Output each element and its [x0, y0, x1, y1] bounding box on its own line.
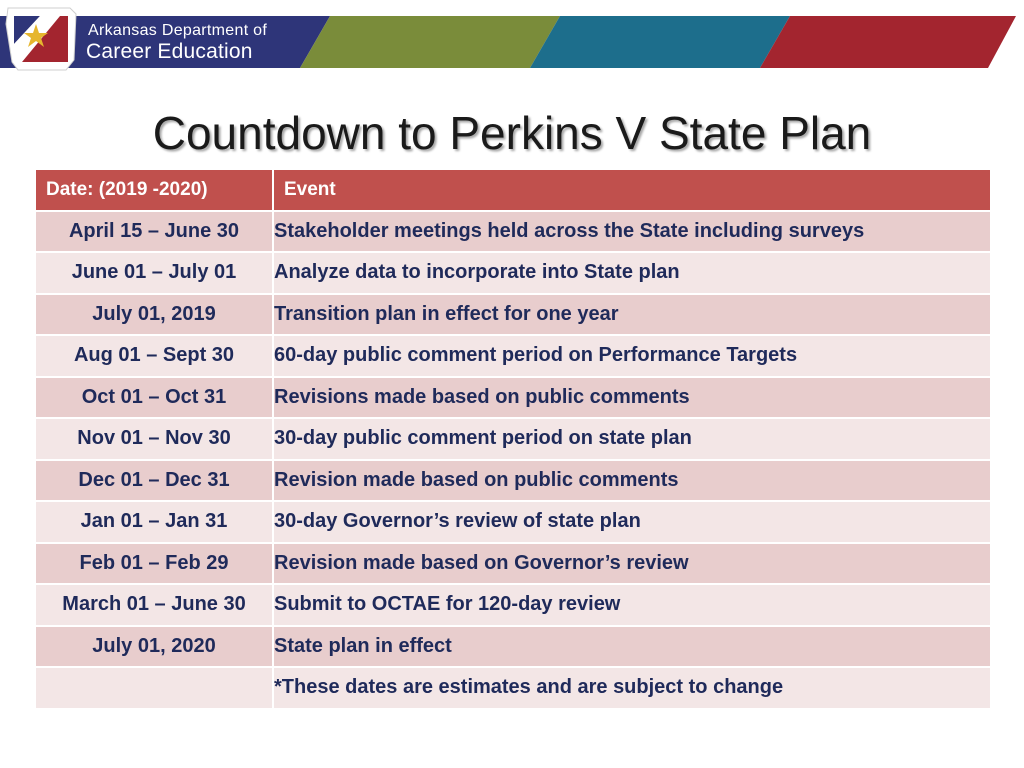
table-row: [35, 418, 991, 460]
row-event: Stakeholder meetings held across the State including surveys: [273, 211, 991, 253]
row-date: Aug 01 – Sept 30: [35, 335, 273, 377]
table-row: [35, 211, 991, 253]
row-event: State plan in effect: [273, 626, 991, 668]
table-row: [35, 584, 991, 626]
row-date: [35, 667, 273, 709]
row-event: Revision made based on Governor’s review: [273, 543, 991, 585]
row-date: March 01 – June 30: [35, 584, 273, 626]
column-header-event: Event: [273, 169, 991, 211]
table-row: [35, 377, 991, 419]
row-date: Feb 01 – Feb 29: [35, 543, 273, 585]
table-row: [35, 543, 991, 585]
row-event: 30-day public comment period on state plan: [273, 418, 991, 460]
row-date: Jan 01 – Jan 31: [35, 501, 273, 543]
row-event: 30-day Governor’s review of state plan: [273, 501, 991, 543]
row-event: Revision made based on public comments: [273, 460, 991, 502]
row-date: July 01, 2019: [35, 294, 273, 336]
row-event: Transition plan in effect for one year: [273, 294, 991, 336]
table-row: [35, 294, 991, 336]
table-header-row: [35, 169, 991, 211]
row-date: April 15 – June 30: [35, 211, 273, 253]
row-event: 60-day public comment period on Performance Targets: [273, 335, 991, 377]
row-event: Analyze data to incorporate into State plan: [273, 252, 991, 294]
org-name-line2: Career Education: [86, 40, 253, 63]
org-name-line1: Arkansas Department of: [88, 22, 268, 39]
row-event: Submit to OCTAE for 120-day review: [273, 584, 991, 626]
timeline-table: [34, 168, 992, 710]
row-event-note: *These dates are estimates and are subject to change: [273, 667, 991, 709]
row-date: Dec 01 – Dec 31: [35, 460, 273, 502]
row-date: Oct 01 – Oct 31: [35, 377, 273, 419]
table-row: [35, 252, 991, 294]
row-date: Nov 01 – Nov 30: [35, 418, 273, 460]
column-header-date: Date: (2019 -2020): [35, 169, 273, 211]
table-row: [35, 501, 991, 543]
row-event: Revisions made based on public comments: [273, 377, 991, 419]
table-row: [35, 335, 991, 377]
table-row: [35, 460, 991, 502]
table-row-note: [35, 667, 991, 709]
arkansas-logo-icon: [6, 8, 76, 70]
header-banner: [0, 0, 1024, 75]
page-title: Countdown to Perkins V State Plan: [152, 107, 872, 159]
table-row: [35, 626, 991, 668]
row-date: July 01, 2020: [35, 626, 273, 668]
row-date: June 01 – July 01: [35, 252, 273, 294]
